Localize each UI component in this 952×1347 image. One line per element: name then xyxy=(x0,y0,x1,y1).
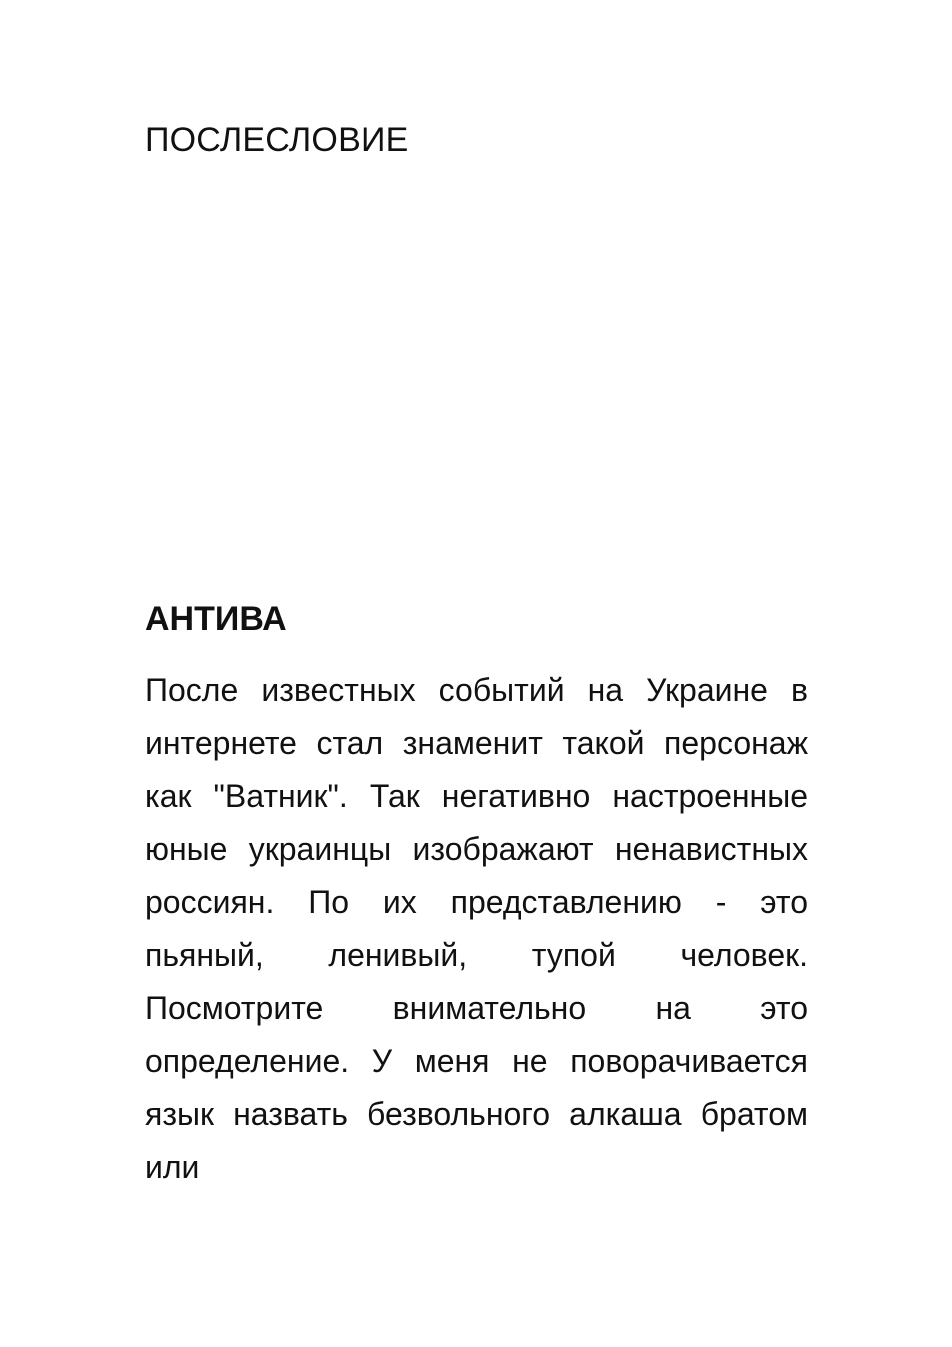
section-title: ПОСЛЕСЛОВИЕ xyxy=(145,121,409,159)
chapter-title: АНТИВА xyxy=(145,600,287,638)
body-paragraph: После известных событий на Украине в интернете стал знаменит такой персонаж как "Ватник". Так негативно настроенные юные украинцы изображают ненавистных россиян. По их представлению - это пьяный, ленивый, тупой человек. Посмотрите внимательно на это определение. У меня не поворачивается язык назвать безвольного алкаша братом или xyxy=(145,672,808,1185)
